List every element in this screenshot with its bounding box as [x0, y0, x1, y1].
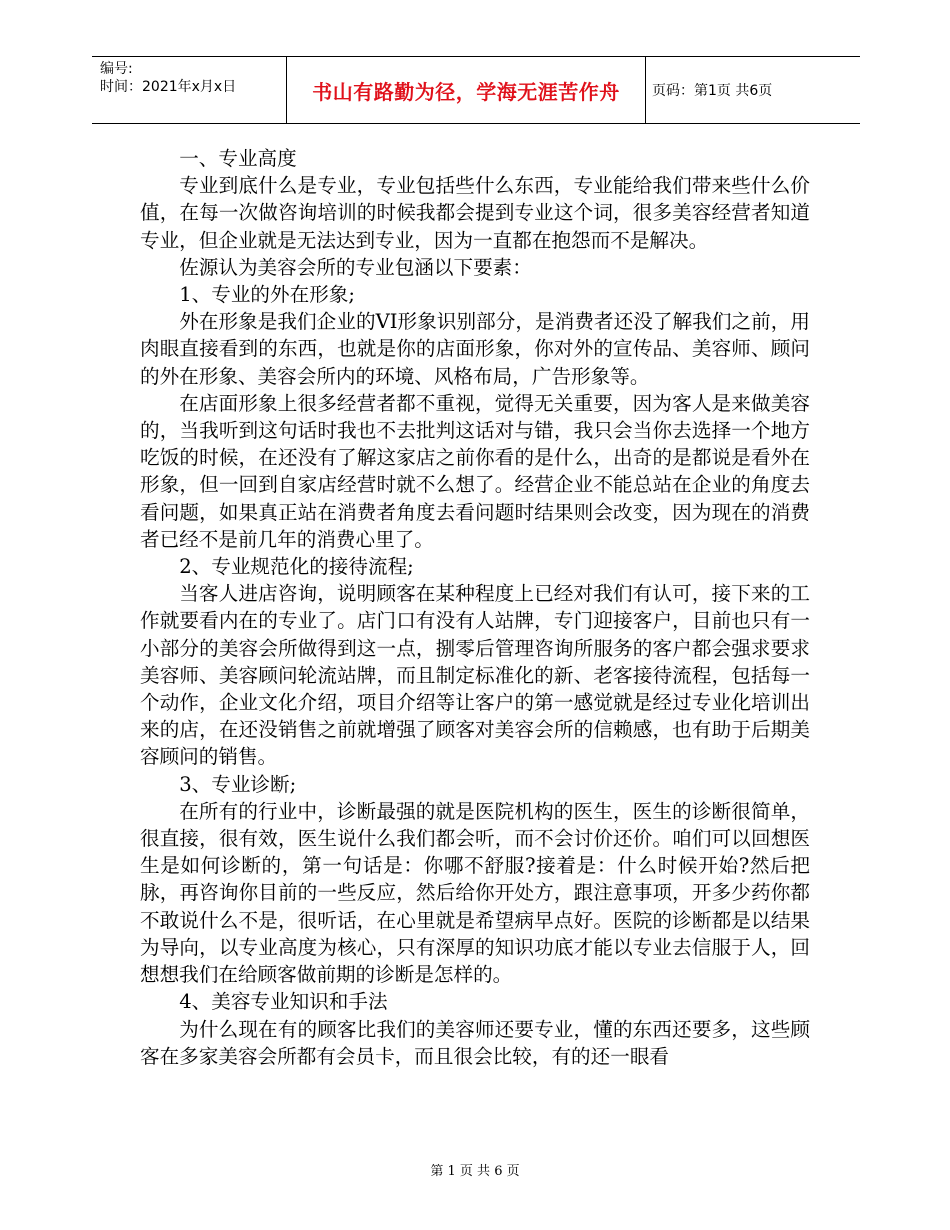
- subsection-heading: 1、专业的外在形象;: [179, 283, 356, 307]
- section-heading: 一、专业高度: [179, 147, 297, 170]
- body-paragraph: 当客人进店咨询，说明顾客在某种程度上已经对我们有认可，接下来的工作就要看内在的专业了。店门口有没有人站牌，专门迎接客户，目前也只有一小部分的美容会所做得到这一点，捌零后管理咨询所服务的客户都会强求要求美容师、美容顾问轮流站牌，而且制定标准化的新、老客接待流程，包括每一个动作，企业文化介绍，项目介绍等让客户的第一感觉就是经过专业化培训出来的店，在还没销售之前就增强了顾客对美容会所的信赖感，也有助于后期美容顾问的销售。: [140, 582, 810, 769]
- body-paragraph: 佐源认为美容会所的专业包涵以下要素：: [179, 255, 532, 279]
- body-paragraph: 专业到底什么是专业，专业包括些什么东西，专业能给我们带来些什么价值，在每一次做咨询培训的时候我都会提到专业这个词，很多美容经营者知道专业，但企业就是无法达到专业，因为一直都在抱怨而不是解决。: [140, 174, 810, 252]
- page-header: [92, 56, 860, 124]
- subsection-heading: 4、美容专业知识和手法: [179, 990, 388, 1014]
- page-footer: 第 1 页 共 6 页: [430, 1164, 520, 1179]
- document-number-label: 编号:: [100, 61, 133, 77]
- header-motto-cell: [286, 57, 646, 123]
- document-body: [140, 145, 810, 1070]
- body-paragraph: 外在形象是我们企业的VI形象识别部分，是消费者还没了解我们之前，用肉眼直接看到的东西，也就是你的店面形象，你对外的宣传品、美容师、顾问的外在形象、美容会所内的环境、风格布局，广告形象等。: [140, 310, 810, 388]
- body-paragraph: 为什么现在有的顾客比我们的美容师还要专业，懂的东西还要多，这些顾客在多家美容会所都有会员卡，而且很会比较，有的还一眼看: [140, 1017, 810, 1068]
- subsection-heading: 2、专业规范化的接待流程;: [179, 555, 414, 579]
- header-meta: [100, 57, 280, 123]
- document-time-label: 时间：2021年x月x日: [100, 79, 237, 95]
- header-motto: 书山有路勤为径，学海无涯苦作舟: [312, 79, 620, 104]
- header-page-info: 页码：第1页 共6页: [652, 83, 773, 99]
- body-paragraph: 在所有的行业中，诊断最强的就是医院机构的医生，医生的诊断很简单，很直接，很有效，医生说什么我们都会听，而不会讨价还价。咱们可以回想医生是如何诊断的，第一句话是：你哪不舒服?接着是：什么时候开始?然后把脉，再咨询你目前的一些反应，然后给你开处方，跟注意事项，开多少药你都不敢说什么不是，很听话，在心里就是希望病早点好。医院的诊断都是以结果为导向，以专业高度为核心，只有深厚的知识功底才能以专业去信服于人，回想想我们在给顾客做前期的诊断是怎样的。: [140, 799, 810, 987]
- subsection-heading: 3、专业诊断;: [179, 772, 297, 796]
- body-paragraph: 在店面形象上很多经营者都不重视，觉得无关重要，因为客人是来做美容的，当我听到这句话时我也不去批判这话对与错，我只会当你去选择一个地方吃饭的时候，在还没有了解这家店之前你看的是什么，出奇的是都说是看外在形象，但一回到自家店经营时就不么想了。经营企业不能总站在企业的角度去看问题，如果真正站在消费者角度去看问题时结果则会改变，因为现在的消费者已经不是前几年的消费心里了。: [140, 391, 810, 551]
